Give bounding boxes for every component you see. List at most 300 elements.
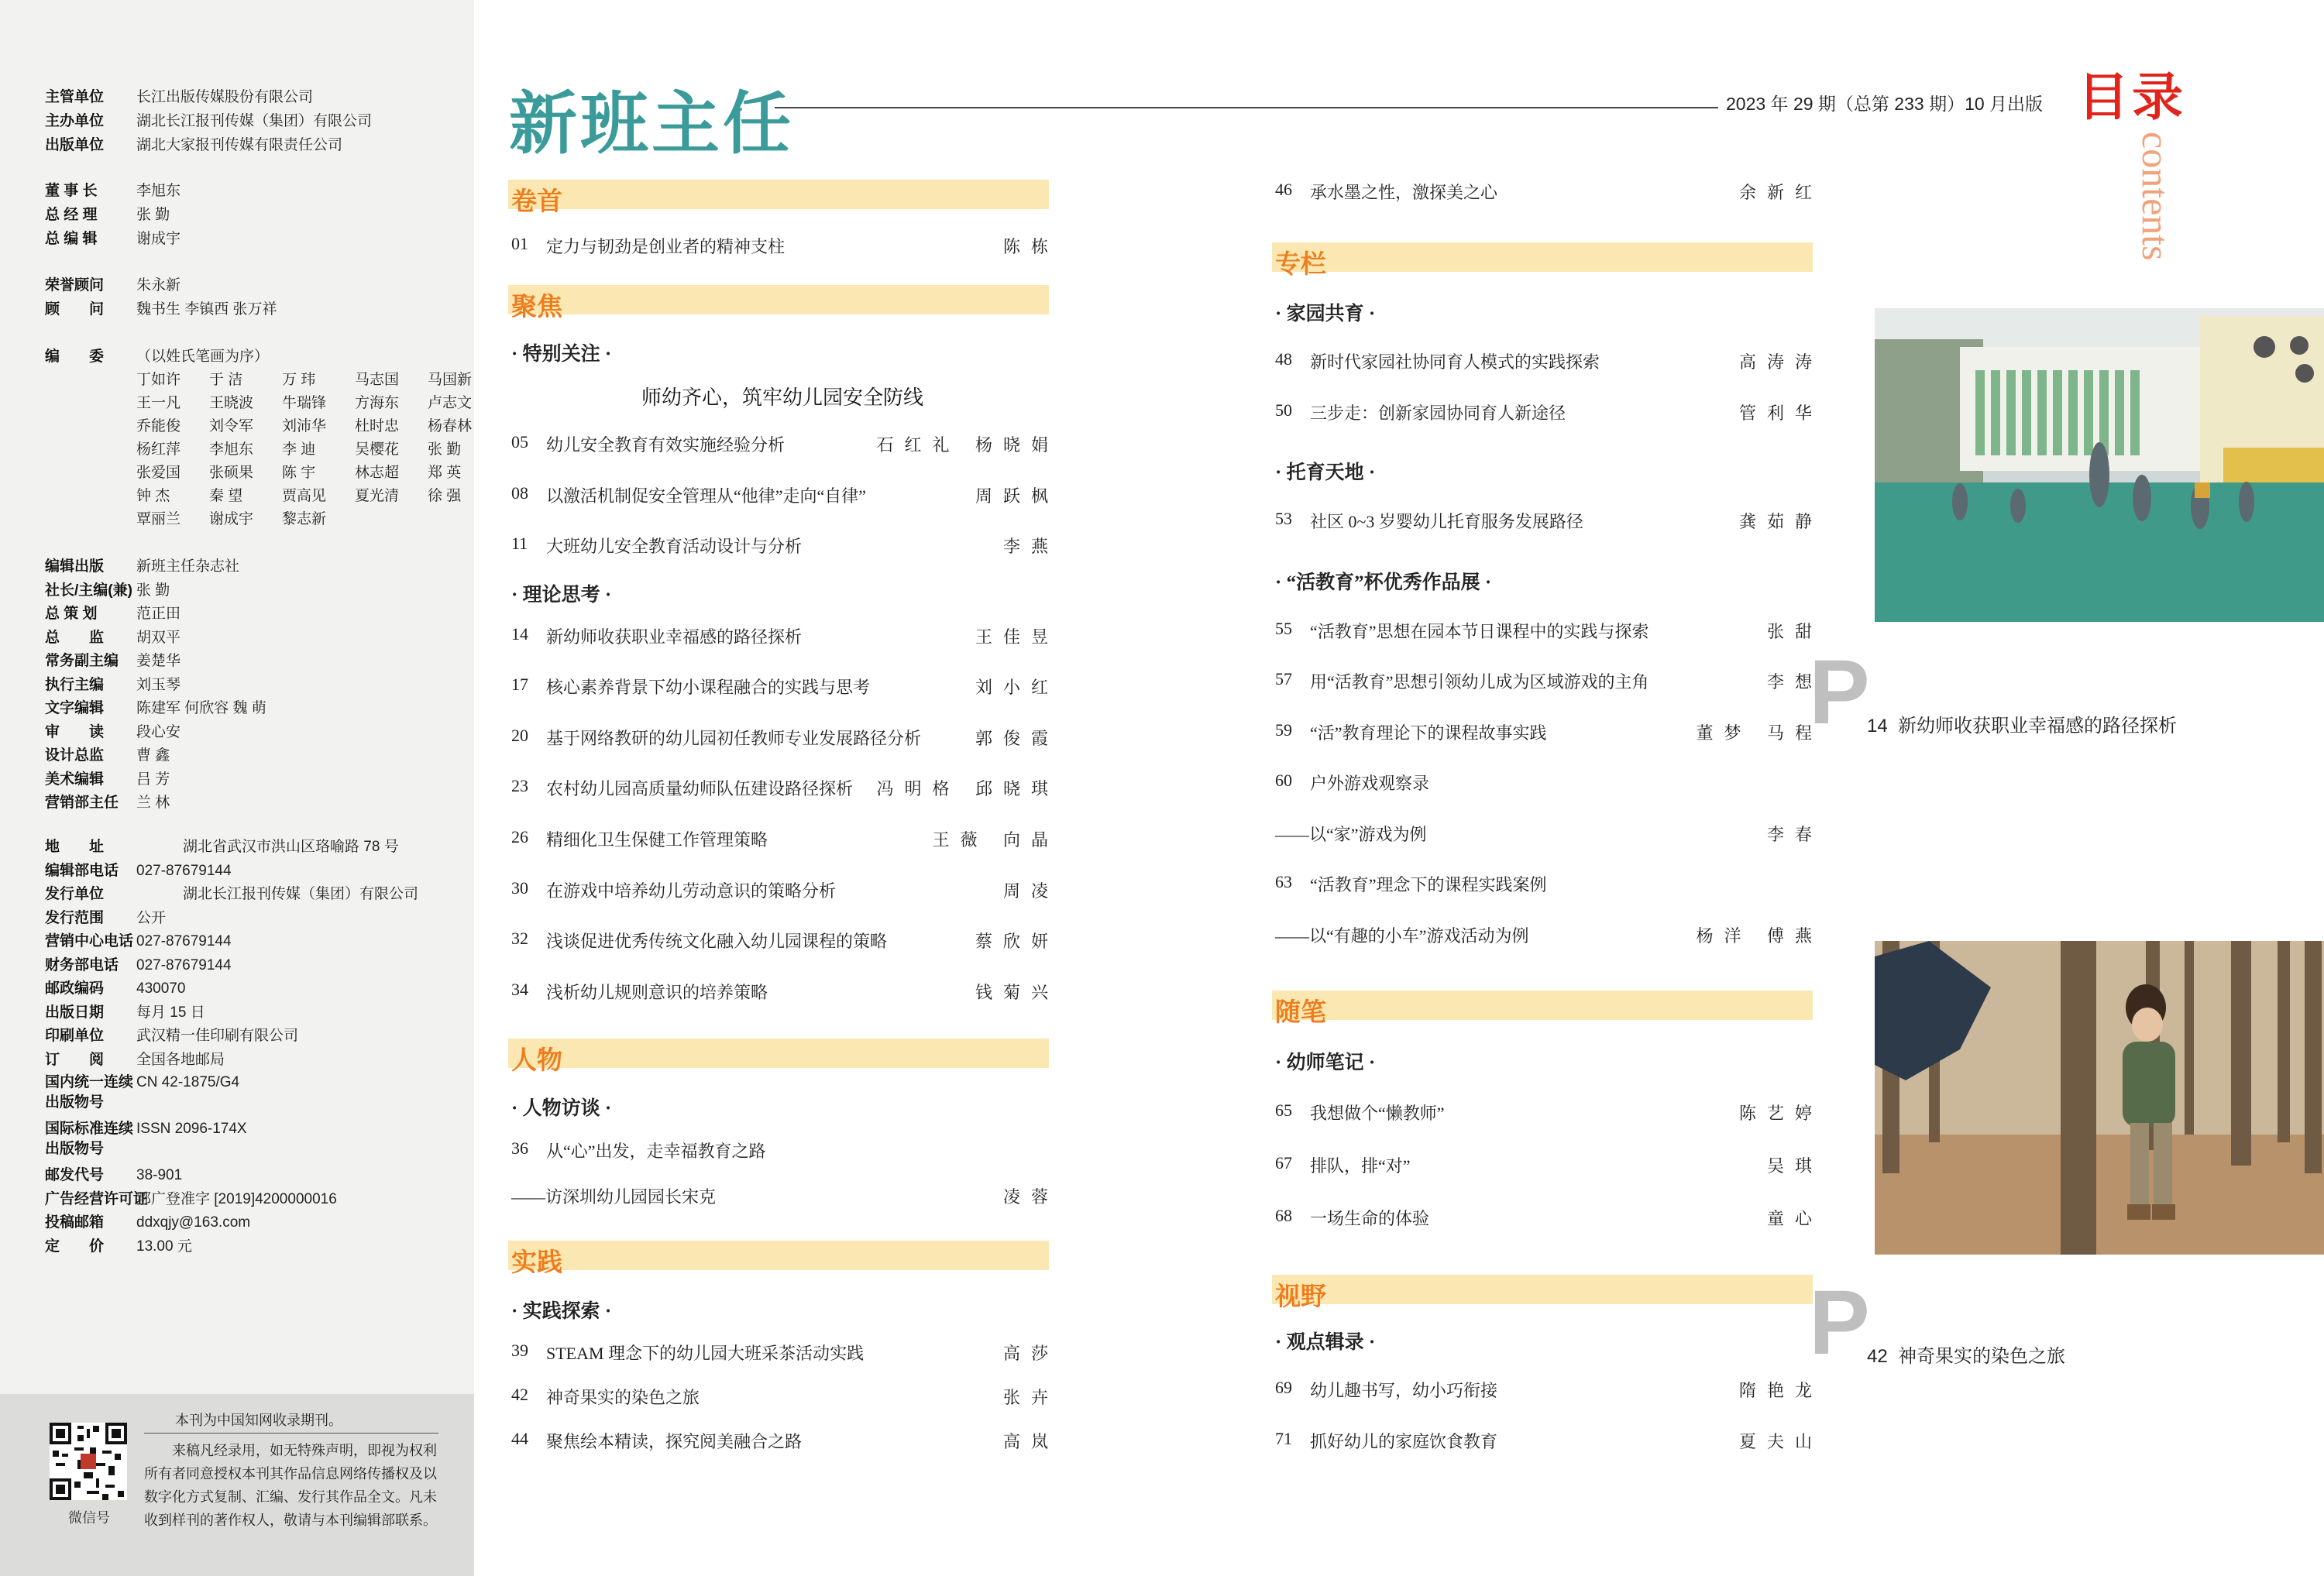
toc-article-title: 农村幼儿园高质量幼师队伍建设路径探析 [546,779,854,798]
committee-name: 刘令军 [209,418,254,434]
committee-name: 马国新 [428,372,473,388]
masthead-label: 国内统一连续 [45,1074,134,1090]
toc-entry[interactable] [511,432,1059,458]
toc-entry[interactable] [511,234,1059,260]
header-rule [775,107,1718,108]
masthead-row [45,909,166,928]
toc-page-number: 59 [1275,720,1292,740]
masthead-value: 长江出版传媒股份有限公司 [136,89,314,105]
section-title: 视野 [1275,1282,1326,1310]
masthead-row [45,771,170,789]
committee-name: 吴樱花 [355,441,400,458]
masthead-value: 公开 [136,909,167,926]
toc-article-title: 在游戏中培养幼儿劳动意识的策略分析 [546,881,837,901]
toc-page-number: 44 [511,1429,528,1448]
committee-name: 于 洁 [209,372,243,388]
masthead-row [45,1051,225,1070]
masthead-label: 美术编辑 [45,771,105,788]
toc-entry[interactable] [1275,400,1823,427]
toc-page-number: 53 [1275,509,1292,528]
toc-page-number: 42 [511,1385,528,1404]
masthead-label: 审 读 [45,723,105,740]
toc-page-number: 11 [511,534,528,553]
masthead-row [45,980,185,998]
masthead-value: 刘玉琴 [136,676,181,693]
masthead-label: 订 阅 [45,1051,105,1068]
toc-author: 童心 [1766,1209,1823,1228]
toc-entry[interactable] [511,827,1059,853]
toc-author: 吴琪 [1766,1156,1823,1176]
toc-entry[interactable] [511,1429,1059,1455]
toc-article-title: 定力与韧劲是创业者的精神支柱 [546,237,786,256]
section-title: 专栏 [1275,249,1326,278]
toc-article-title: 新时代家园社协同育人模式的实践探索 [1310,352,1600,372]
committee-row [136,510,355,529]
masthead-row [45,1027,298,1046]
subsection-heading: · 理论思考 · [511,585,612,606]
masthead-value: 魏书生 李镇西 张万祥 [136,301,277,318]
section-shijian [508,1241,1049,1276]
toc-article-title: 新幼师收获职业幸福感的路径探析 [546,627,803,647]
toc-entry[interactable] [1275,771,1812,797]
committee-name: 王一凡 [136,395,181,411]
masthead-value: 027-87679144 [136,933,232,949]
masthead-label: 国际标准连续 [45,1121,134,1137]
toc-author: 李想 [1766,672,1823,692]
toc-page-number: 69 [1275,1378,1292,1397]
masthead-label: 出版单位 [45,137,105,153]
masthead-value: 张 勤 [136,582,170,599]
masthead-row [45,230,180,249]
toc-article-title: 浅谈促进优秀传统文化融入幼儿园课程的策略 [546,932,888,951]
committee-name: 秦 望 [209,488,243,504]
masthead-label: 邮政编码 [45,980,105,997]
toc-page-number: 60 [1275,771,1292,790]
section-shiye [1272,1275,1813,1310]
toc-author: 管利华 [1738,403,1823,423]
masthead-row [45,956,232,975]
masthead-label: 广告经营许可证 [45,1190,149,1207]
toc-article-title: 浅析幼儿规则意识的培养策略 [546,983,768,1002]
photo1-p-letter: P [1809,641,1870,743]
committee-name: 卢志文 [428,395,473,411]
toc-article-title: STEAM 理念下的幼儿园大班采茶活动实践 [546,1344,865,1363]
toc-entry[interactable] [1275,1100,1823,1127]
section-jujiao [508,285,1049,321]
committee-name: 李旭东 [209,441,254,458]
toc-page-number: 26 [511,827,528,846]
toc-article-title: 承水墨之性，激探美之心 [1310,183,1498,202]
committee-name: 徐 强 [428,488,462,504]
toc-entry[interactable] [1275,619,1823,645]
issue-info: 2023 年 29 期（总第 233 期）10 月出版 [1726,94,2044,114]
masthead-value: 027-87679144 [136,862,232,879]
masthead-label: 营销部主任 [45,795,119,811]
photo1-page: 14 [1867,716,1888,736]
toc-entry[interactable] [1275,822,1823,848]
masthead-label: 编辑部电话 [45,862,119,879]
committee-row [136,394,500,413]
forest-child-photo [1875,941,2324,1255]
committee-name: 黎志新 [282,511,327,527]
toc-article-title: 三步走：创新家园协同育人新途径 [1310,403,1566,423]
masthead-value: （以姓氏笔画为序） [136,349,270,365]
committee-name: 夏光清 [355,488,400,504]
toc-entry[interactable] [511,726,1059,752]
masthead-row [45,838,399,857]
masthead-label: 地 址 [45,839,105,855]
committee-row [136,487,500,506]
toc-author: 高岚 [1002,1432,1059,1451]
feature-title[interactable]: 师幼齐心，筑牢幼儿园安全防线 [641,386,924,409]
toc-page-number: 05 [511,432,528,452]
toc-author: 刘小红 [975,678,1059,697]
toc-author: 杨洋 傅燕 [1696,926,1823,946]
toc-author: 王佳昱 [975,627,1059,647]
masthead-label: 社长/主编(兼) [45,582,132,599]
toc-author: 余新红 [1738,183,1823,202]
masthead-value: 张 勤 [136,207,170,223]
masthead-value: 吕 芳 [136,771,170,788]
masthead-row [45,794,170,812]
photo2-caption [1867,1341,2065,1368]
subsection-heading: · 特别关注 · [511,344,612,365]
committee-name: 杜时忠 [355,418,400,434]
masthead-row [45,699,266,718]
toc-entry[interactable] [1275,1206,1823,1232]
section-title: 卷首 [511,187,562,215]
toc-article-title: ——访深圳幼儿园园长宋克 [511,1187,717,1207]
committee-name: 牛瑞锋 [282,395,327,411]
photo2-page: 42 [1867,1346,1888,1367]
toc-entry[interactable] [511,878,1059,905]
committee-name: 张爱国 [136,465,181,481]
committee-name: 陈 宇 [282,465,316,481]
toc-title: 目录 [2078,70,2186,126]
masthead-label: 营销中心电话 [45,933,134,949]
masthead-row [45,582,170,600]
masthead-row [45,1214,250,1232]
toc-author: 董梦 马程 [1696,723,1823,743]
committee-name: 张硕果 [209,465,254,481]
masthead-label: 编 委 [45,349,105,365]
toc-page-number: 63 [1275,872,1292,891]
masthead-row [45,932,232,951]
subsection-heading: · “活教育”杯优秀作品展 · [1275,572,1492,593]
masthead-label: 执行主编 [45,676,105,693]
masthead-value: 每月 15 日 [136,1004,205,1021]
toc-article-title: 以激活机制促安全管理从“他律”走向“自律” [546,486,867,506]
masthead-row [45,1190,337,1209]
committee-row [136,417,500,436]
committee-name: 刘沛华 [282,418,327,434]
masthead-label: 总 监 [45,629,105,646]
committee-name: 张 勤 [428,441,462,458]
subsection-heading: · 幼师笔记 · [1275,1052,1376,1073]
masthead-label: 主管单位 [45,89,105,105]
toc-entry[interactable] [511,675,1059,701]
toc-entry[interactable] [511,534,1059,560]
toc-author: 周跃枫 [975,486,1059,506]
toc-author: 陈艺婷 [1738,1104,1823,1123]
toc-author: 陈栋 [1002,237,1059,256]
masthead-label: 出版物号 [45,1141,105,1157]
toc-page-number: 20 [511,726,528,745]
masthead-value: 陈建军 何欣容 魏 萌 [136,700,266,716]
masthead-label: 出版物号 [45,1094,105,1111]
toc-article-title: ——以“家”游戏为例 [1275,825,1427,844]
masthead-row [45,112,372,131]
masthead-value: 胡双平 [136,629,181,646]
notice-divider [144,1433,438,1434]
masthead-label: 邮发代号 [45,1167,105,1183]
toc-article-title: 排队，排“对” [1310,1156,1411,1176]
toc-author: 高涛涛 [1738,352,1823,372]
masthead-row [45,206,170,225]
section-renwu [508,1039,1049,1074]
masthead-label: 投稿邮箱 [45,1214,105,1231]
toc-entry[interactable] [1275,349,1823,376]
masthead-value: 段心安 [136,723,181,740]
masthead-row [45,1120,247,1138]
masthead-value: 430070 [136,980,186,997]
toc-page-number: 01 [511,234,528,253]
toc-entry[interactable] [511,1341,1059,1367]
toc-page-number: 39 [511,1341,528,1360]
committee-name: 李 迪 [282,441,316,458]
toc-entry[interactable] [1275,872,1812,898]
toc-author: 龚茹静 [1738,512,1823,531]
toc-page-number: 17 [511,675,528,694]
toc-page-number: 08 [511,483,528,503]
toc-article-title: ——以“有趣的小车”游戏活动为例 [1275,926,1529,946]
toc-entry[interactable] [511,980,1059,1006]
toc-page-number: 50 [1275,400,1292,420]
qr-caption: 微信号 [68,1510,110,1526]
masthead-value: 湖北长江报刊传媒（集团）有限公司 [183,886,419,902]
cnki-notice: 本刊为中国知网收录期刊。 [175,1413,342,1428]
masthead-row [45,348,269,366]
masthead-label: 出版日期 [45,1004,105,1021]
masthead-label: 印刷单位 [45,1028,105,1044]
toc-page-number: 32 [511,929,528,948]
toc-article-title: “活”教育理论下的课程故事实践 [1310,723,1547,743]
toc-article-title: 大班幼儿安全教育活动设计与分析 [546,537,803,556]
subsection-heading: · 托育天地 · [1275,462,1376,483]
magazine-brand: 新班主任 [509,88,795,163]
masthead-row [45,1073,239,1092]
toc-article-title: 核心素养背景下幼小课程融合的实践与思考 [546,678,871,697]
masthead-label: 荣誉顾问 [45,277,105,294]
toc-entry[interactable] [1275,923,1823,949]
masthead-row [45,88,313,107]
toc-author: 李燕 [1002,537,1059,556]
toc-page-number: 55 [1275,619,1292,638]
committee-name: 贾高见 [282,488,327,504]
masthead-row [45,747,170,765]
toc-entry[interactable] [511,929,1059,955]
toc-author: 蔡欣妍 [975,932,1059,951]
toc-entry[interactable] [1275,669,1823,695]
photo2-caption-text: 神奇果实的染色之旅 [1898,1346,2066,1367]
toc-article-title: 用“活教育”思想引领幼儿成为区域游戏的主角 [1310,672,1649,692]
masthead-value: ddxqjy@163.com [136,1214,251,1231]
toc-entry[interactable] [1275,1429,1823,1455]
section-title: 聚焦 [511,292,562,321]
toc-entry[interactable] [1275,180,1823,206]
committee-row [136,441,500,459]
toc-entry[interactable] [511,1385,1059,1411]
masthead-value: 027-87679144 [136,956,232,973]
masthead-value: ISSN 2096-174X [136,1121,247,1137]
toc-page-number: 71 [1275,1429,1292,1448]
masthead-label: 文字编辑 [45,700,105,716]
committee-name: 杨春林 [428,418,473,434]
copyright-notice: 来稿凡经录用，如无特殊声明，即视为权利所有者同意授权本刊其作品信息网络传播权及以数字化方式复制、汇编、发行其作品全文。凡未收到样刊的著作权人，敬请与本刊编辑部联系。 [144,1443,437,1528]
qr-code-icon [50,1423,127,1500]
masthead-value: 湖北大家报刊传媒有限责任公司 [136,137,343,153]
toc-page-number: 67 [1275,1153,1292,1173]
masthead-row [45,652,180,671]
masthead-value: 湖北省武汉市洪山区珞喻路 78 号 [183,839,399,855]
masthead-value: 朱永新 [136,277,181,294]
masthead-value: 范正田 [136,606,181,622]
toc-author: 王薇 向晶 [932,830,1059,850]
toc-page-number: 57 [1275,669,1292,688]
toc-author: 隋艳龙 [1738,1381,1823,1400]
toc-page-number: 30 [511,878,528,898]
masthead-value: CN 42-1875/G4 [136,1074,240,1090]
masthead-row [45,605,180,623]
masthead-row [45,1238,192,1256]
photo1-caption [1867,710,2177,737]
committee-row [136,371,500,390]
masthead-row [45,1094,136,1112]
subsection-heading: · 观点辑录 · [1275,1332,1376,1353]
masthead-value: 姜楚华 [136,653,181,669]
toc-author: 钱菊兴 [975,983,1059,1002]
masthead-label: 设计总监 [45,747,105,764]
committee-name: 方海东 [355,395,400,411]
committee-name: 郑 英 [428,465,462,481]
photo1-caption-text: 新幼师收获职业幸福感的路径探析 [1898,716,2178,736]
masthead-value: 兰 林 [136,795,170,811]
toc-article-title: “活教育”思想在园本节日课程中的实践与探索 [1310,622,1649,641]
photo2-p-letter: P [1809,1272,1870,1374]
toc-page-number: 65 [1275,1100,1292,1120]
subsection-heading: · 实践探索 · [511,1301,612,1322]
toc-author: 郭俊霞 [975,729,1059,748]
toc-entry[interactable] [511,776,1059,802]
toc-entry[interactable] [511,624,1059,651]
toc-article-title: 一场生命的体验 [1310,1209,1430,1228]
masthead-row [45,1004,205,1022]
toc-author: 石红礼 杨晓娟 [876,435,1059,455]
toc-entry[interactable] [511,483,1059,510]
masthead-value: 武汉精一佳印刷有限公司 [136,1028,299,1044]
subsection-heading: · 家园共育 · [1275,304,1376,324]
toc-author: 冯明格 邱晓琪 [876,779,1059,798]
masthead-row [45,629,180,647]
masthead-row [45,1140,136,1159]
committee-name: 万 玮 [282,372,316,388]
masthead-label: 定 价 [45,1238,105,1255]
toc-article-title: 基于网络教研的幼儿园初任教师专业发展路径分析 [546,729,922,748]
committee-name: 林志超 [355,465,400,481]
committee-name: 丁如许 [136,372,181,388]
toc-article-title: 抓好幼儿的家庭饮食教育 [1310,1432,1498,1451]
masthead-footer [0,1394,474,1576]
masthead-label: 总 策 划 [45,606,98,622]
toc-page-number: 14 [511,624,528,644]
toc-entry[interactable] [1275,1378,1823,1404]
toc-article-title: 从“心”出发，走幸福教育之路 [546,1142,766,1161]
masthead-value: 38-901 [136,1167,183,1183]
toc-page-number: 46 [1275,180,1292,199]
toc-author: 李春 [1766,825,1823,844]
section-title: 人物 [511,1046,562,1074]
masthead-value: 新班主任杂志社 [136,558,240,575]
kindergarten-playground-photo [1875,308,2324,622]
masthead-label: 财务部电话 [45,956,119,973]
masthead-row [45,558,239,576]
masthead-label: 董 事 长 [45,183,98,199]
masthead-label: 总 编 辑 [45,231,98,247]
toc-article-title: 我想做个“懒教师” [1310,1104,1445,1123]
masthead-value: 全国各地邮局 [136,1051,225,1068]
toc-article-title: 幼儿趣书写，幼小巧衔接 [1310,1381,1498,1400]
masthead-value: 谢成宇 [136,231,181,247]
masthead-value: 鄂广登准字 [2019]4200000016 [136,1190,337,1207]
toc-entry[interactable] [1275,720,1823,747]
section-zhuanlan [1272,242,1813,278]
section-suibi [1272,991,1813,1026]
toc-entry[interactable] [511,1184,1059,1210]
masthead-row [45,723,180,742]
contents-word: contents [2134,132,2178,261]
toc-article-title: 幼儿安全教育有效实施经验分析 [546,435,786,455]
masthead-row [45,182,180,201]
section-title: 随笔 [1275,997,1326,1026]
toc-author: 凌蓉 [1002,1187,1059,1207]
toc-page-number: 36 [511,1138,528,1158]
masthead-label: 常务副主编 [45,653,119,669]
subsection-heading: · 人物访谈 · [511,1098,612,1119]
toc-author: 张卉 [1002,1388,1059,1407]
committee-name: 乔能俊 [136,418,181,434]
toc-article-title: “活教育”理念下的课程实践案例 [1310,875,1547,894]
section-title: 实践 [511,1248,562,1276]
masthead-label: 编辑出版 [45,558,105,575]
toc-entry[interactable] [1275,509,1823,535]
toc-article-title: 社区 0~3 岁婴幼儿托育服务发展路径 [1310,512,1583,531]
toc-entry[interactable] [1275,1153,1823,1179]
committee-name: 覃丽兰 [136,511,181,527]
toc-entry[interactable] [511,1138,1048,1165]
masthead-row [45,862,232,881]
masthead-label: 发行单位 [45,886,105,902]
committee-name: 杨红萍 [136,441,181,458]
toc-article-title: 精细化卫生保健工作管理策略 [546,830,768,850]
toc-article-title: 神奇果实的染色之旅 [546,1388,700,1407]
toc-page-number: 48 [1275,349,1292,369]
masthead-label: 顾 问 [45,301,105,318]
committee-name: 钟 杰 [136,488,170,504]
masthead-value: 曹 鑫 [136,747,170,764]
toc-author: 张甜 [1766,622,1823,641]
committee-name: 马志国 [355,372,400,388]
masthead-row [45,136,342,155]
